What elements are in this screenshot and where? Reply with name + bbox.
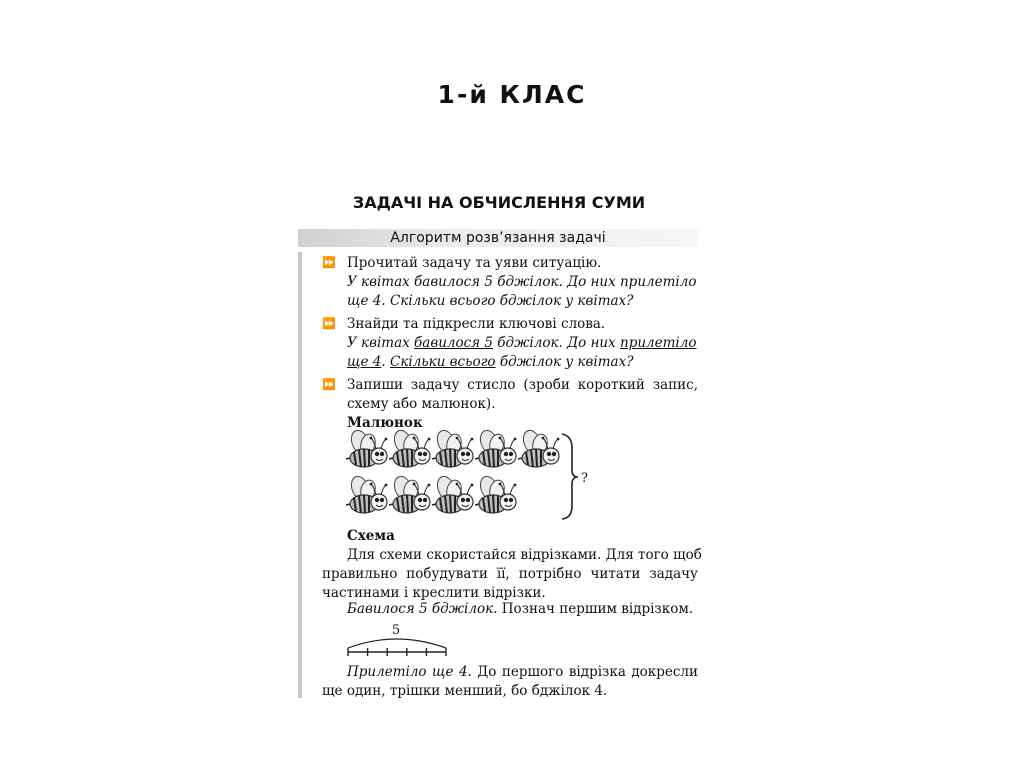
scheme-text-line4	[347, 600, 693, 619]
scheme-text-line3: частинами і креслити відрізки.	[322, 585, 546, 601]
keyword-underlined: ще 4	[347, 354, 382, 370]
keyword-underlined: Скільки всього	[389, 354, 496, 370]
keyword-underlined: бавилося 5	[414, 335, 493, 351]
topic-title: ЗАДАЧІ НА ОБЧИСЛЕННЯ СУМИ	[352, 193, 646, 212]
scheme-text-line1: Для схеми скористайся відрізками. Для того щоб	[347, 547, 702, 563]
bee-rows	[346, 428, 559, 513]
step1-example-line2: ще 4. Скільки всього бджілок у квітах?	[347, 293, 634, 309]
bee-icon	[389, 428, 430, 467]
bee-icon	[432, 474, 473, 513]
italic-phrase: Бавилося 5 бджілок.	[347, 601, 498, 617]
scheme-text-line2: правильно побудувати її, потрібно читати задачу	[322, 566, 698, 582]
curly-brace	[562, 434, 578, 519]
bees-illustration	[340, 428, 600, 526]
step1-example-line1: У квітах бавилося 5 бджілок. До них прилетіло	[347, 274, 697, 290]
algorithm-title: Алгоритм розв’язання задачі	[390, 230, 606, 246]
question-mark: ?	[581, 471, 588, 486]
bee-icon	[346, 428, 387, 467]
double-arrow-bullet-icon: ⏩	[322, 318, 336, 330]
plain-text: Познач першим відрізком.	[497, 601, 694, 617]
step3-text-line2: схему або малюнок).	[347, 396, 496, 412]
picture-label: Малюнок	[347, 415, 423, 431]
bee-icon	[475, 428, 516, 467]
double-arrow-bullet-icon: ⏩	[322, 257, 336, 269]
bee-icon	[518, 428, 559, 467]
italic-phrase: Прилетіло ще 4.	[347, 664, 472, 680]
final-text-line1	[347, 663, 698, 682]
bee-icon	[432, 428, 473, 467]
step3-text-line1: Запиши задачу стисло (зроби короткий запис,	[347, 377, 698, 393]
step1-text: Прочитай задачу та уяви ситуацію.	[347, 255, 602, 271]
plain-text: .	[381, 354, 390, 370]
plain-text: До першого відрізка докресли	[471, 664, 698, 680]
segment-label: 5	[391, 623, 401, 638]
plain-text: бджілок. До них	[493, 335, 621, 351]
plain-text: У квітах	[347, 335, 415, 351]
scheme-label: Схема	[347, 528, 395, 544]
double-arrow-bullet-icon: ⏩	[322, 379, 336, 391]
margin-rule	[298, 252, 302, 698]
grade-heading: 1-й КЛАС	[437, 80, 587, 109]
step2-example-line1	[347, 334, 696, 353]
segment-arc	[348, 639, 446, 648]
step2-text: Знайди та підкресли ключові слова.	[347, 316, 606, 332]
bee-icon	[475, 474, 516, 513]
keyword-underlined: прилетіло	[620, 335, 697, 351]
bee-icon	[389, 474, 430, 513]
step2-example-line2	[347, 353, 633, 372]
bee-icon	[346, 474, 387, 513]
segment-diagram	[340, 620, 460, 660]
plain-text: бджілок у квітах?	[495, 354, 634, 370]
final-text-line2: ще один, трішки менший, бо бджілок 4.	[322, 683, 608, 699]
